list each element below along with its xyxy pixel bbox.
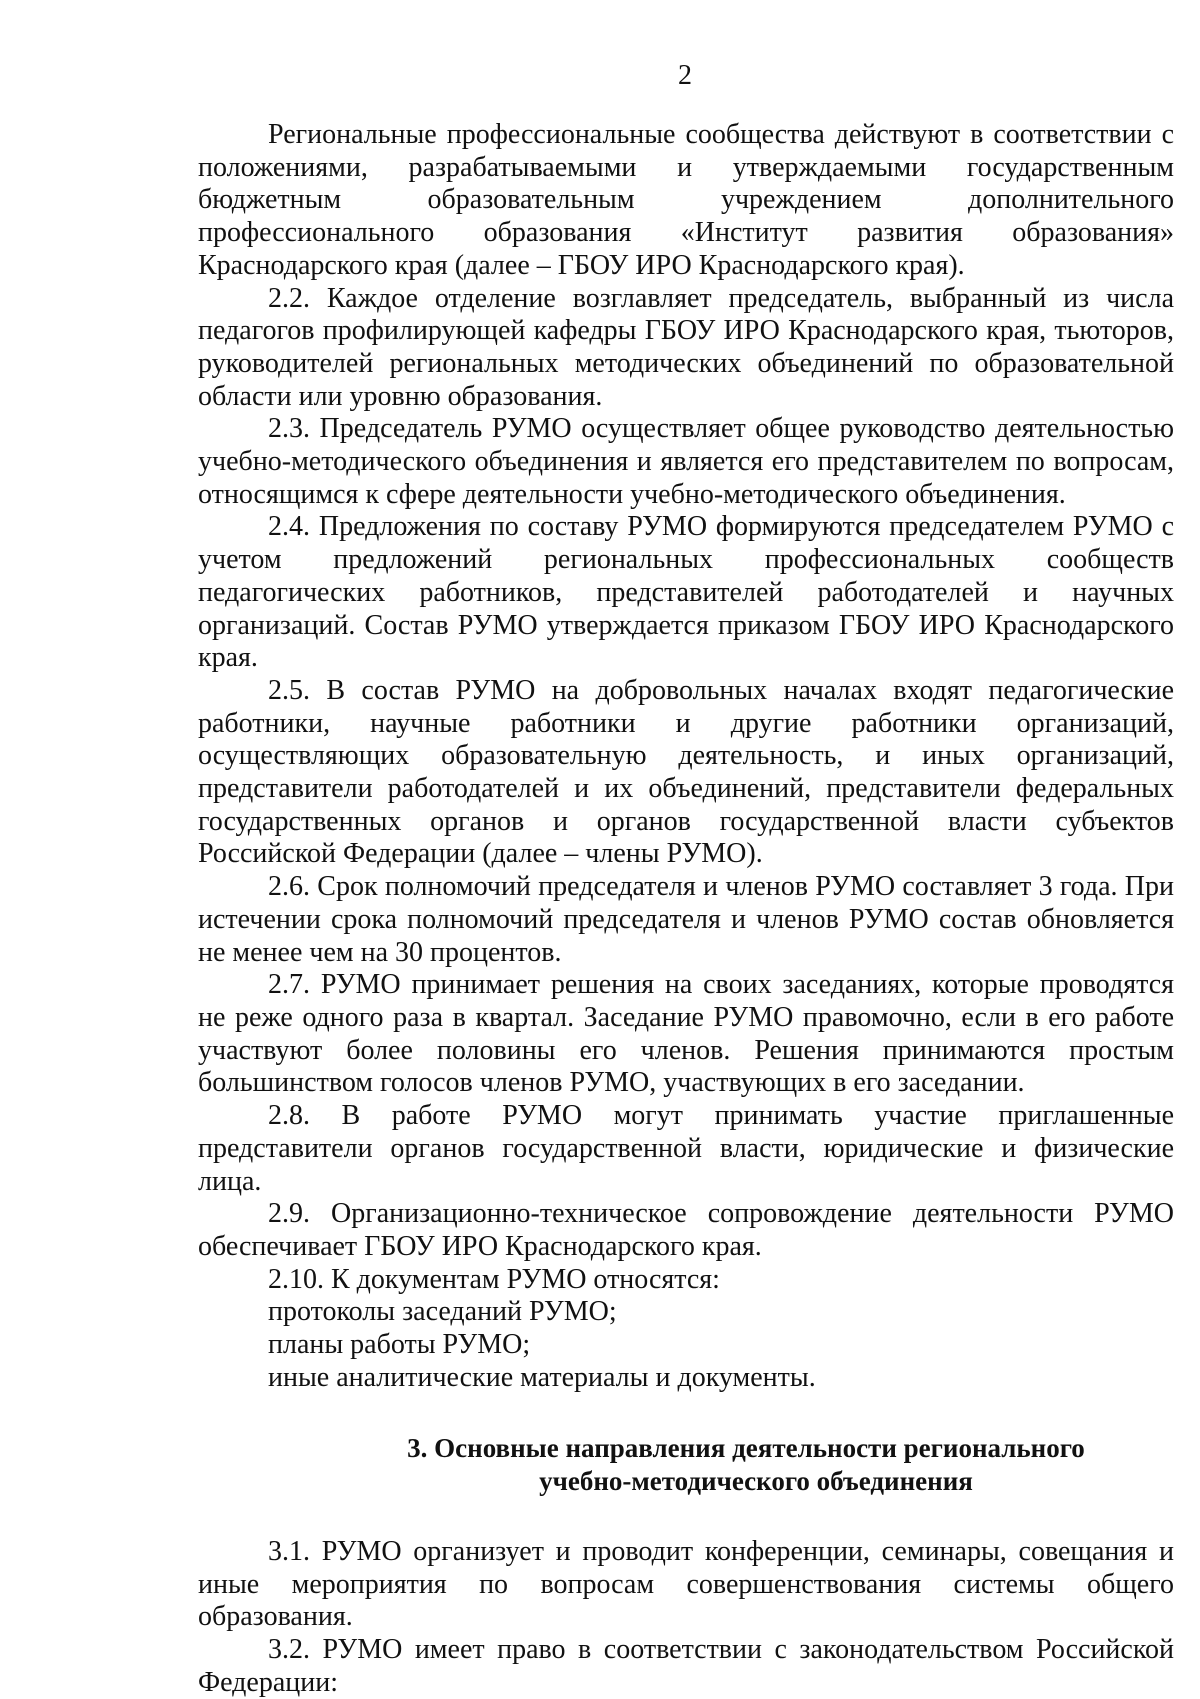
- paragraph-regional-communities: Региональные профессиональные сообщества действуют в соответствии с положениями, разрабатываемыми и утверждаемыми государственным бюджетным образовательным учреждением дополнительного профессионального образования «Институт развития образования» Краснодарского края (далее – ГБОУ ИРО Краснодарского края).: [198, 119, 1174, 281]
- paragraph-2-3: 2.3. Председатель РУМО осуществляет общее руководство деятельностью учебно-методического объединения и является его представителем по вопросам, относящимся к сфере деятельности учебно-методического объединения.: [198, 413, 1174, 510]
- list-item-plans: планы работы РУМО;: [268, 1329, 531, 1361]
- section-3-heading-line1: 3. Основные направления деятельности регионального: [407, 1433, 1085, 1464]
- paragraph-2-7: 2.7. РУМО принимает решения на своих заседаниях, которые проводятся не реже одного раза в квартал. Заседание РУМО правомочно, если в его работе участвуют более половины его членов. Решения принимаются простым большинством голосов членов РУМО, участвующих в его заседании.: [198, 969, 1174, 1099]
- paragraph-2-2: 2.2. Каждое отделение возглавляет председатель, выбранный из числа педагогов профилирующей кафедры ГБОУ ИРО Краснодарского края, тьюторов, руководителей региональных методических объединений по образовательной области или уровню образования.: [198, 282, 1174, 412]
- paragraph-2-6: 2.6. Срок полномочий председателя и членов РУМО составляет 3 года. При истечении срока полномочий председателя и членов РУМО состав обновляется не менее чем на 30 процентов.: [198, 871, 1174, 968]
- paragraph-3-1: 3.1. РУМО организует и проводит конференции, семинары, совещания и иные мероприятия по вопросам совершенствования системы общего образования.: [198, 1535, 1174, 1633]
- document-body: [198, 119, 1174, 1699]
- paragraph-2-8: 2.8. В работе РУМО могут принимать участие приглашенные представители органов государственной власти, юридические и физические лица.: [198, 1100, 1174, 1197]
- paragraph-2-4: 2.4. Предложения по составу РУМО формируются председателем РУМО с учетом предложений региональных профессиональных сообществ педагогических работников, представителей работодателей и научных организаций. Состав РУМО утверждается приказом ГБОУ ИРО Краснодарского края.: [198, 511, 1174, 674]
- list-item-protocols: протоколы заседаний РУМО;: [268, 1296, 617, 1328]
- page-number: 2: [678, 60, 692, 91]
- section-3-heading-line2: учебно-методического объединения: [539, 1466, 973, 1497]
- paragraph-2-9: 2.9. Организационно-техническое сопровождение деятельности РУМО обеспечивает ГБОУ ИРО Краснодарского края.: [198, 1198, 1174, 1262]
- list-item-other-materials: иные аналитические материалы и документы.: [268, 1361, 816, 1393]
- section-3-heading: [198, 1432, 1174, 1497]
- paragraph-2-10: 2.10. К документам РУМО относятся:: [268, 1263, 720, 1295]
- paragraph-3-2: 3.2. РУМО имеет право в соответствии с законодательством Российской Федерации:: [198, 1633, 1174, 1698]
- paragraph-2-5: 2.5. В состав РУМО на добровольных началах входят педагогические работники, научные работники и другие работники организаций, осуществляющих образовательную деятельность, и иных организаций, представители работодателей и их объединений, представители федеральных государственных органов и органов государственной власти субъектов Российской Федерации (далее – члены РУМО).: [198, 674, 1174, 870]
